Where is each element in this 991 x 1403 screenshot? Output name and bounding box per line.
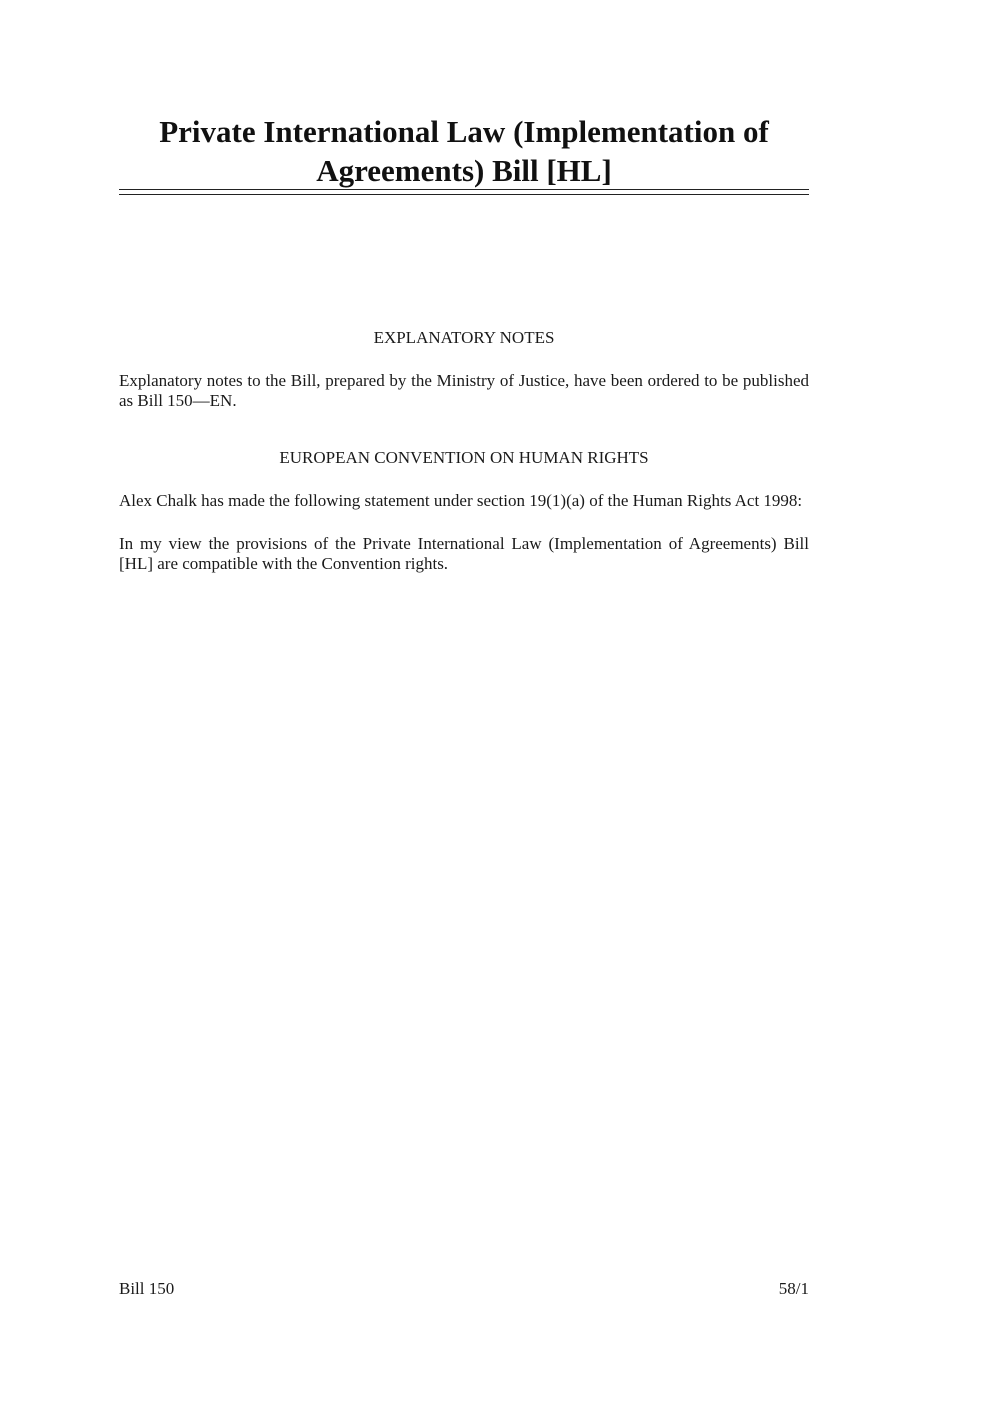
echr-compatibility-statement: In my view the provisions of the Private International Law (Implementation of Agreements) Bill [HL] are compatible with the Convention rights. bbox=[119, 534, 809, 573]
bill-title-text bbox=[119, 112, 809, 190]
bill-title bbox=[119, 112, 809, 190]
echr-heading: EUROPEAN CONVENTION ON HUMAN RIGHTS bbox=[279, 448, 649, 467]
explanatory-notes-paragraph: Explanatory notes to the Bill, prepared by the Ministry of Justice, have been ordered to be published as Bill 150—EN. bbox=[119, 371, 809, 410]
echr-statement-intro: Alex Chalk has made the following statement under section 19(1)(a) of the Human Rights Act 1998: bbox=[119, 491, 803, 510]
footer-bill-number: Bill 150 bbox=[119, 1279, 175, 1298]
bill-title-line-1: Private International Law (Implementation of bbox=[159, 114, 769, 149]
document-body bbox=[119, 328, 809, 574]
footer-reference: 58/1 bbox=[778, 1279, 809, 1298]
title-double-rule bbox=[119, 189, 809, 195]
echr-section bbox=[119, 448, 809, 574]
bill-title-line-2: Agreements) Bill [HL] bbox=[316, 153, 612, 188]
explanatory-notes-section bbox=[119, 328, 809, 411]
explanatory-notes-heading: EXPLANATORY NOTES bbox=[373, 328, 555, 347]
page-footer bbox=[119, 1279, 809, 1301]
